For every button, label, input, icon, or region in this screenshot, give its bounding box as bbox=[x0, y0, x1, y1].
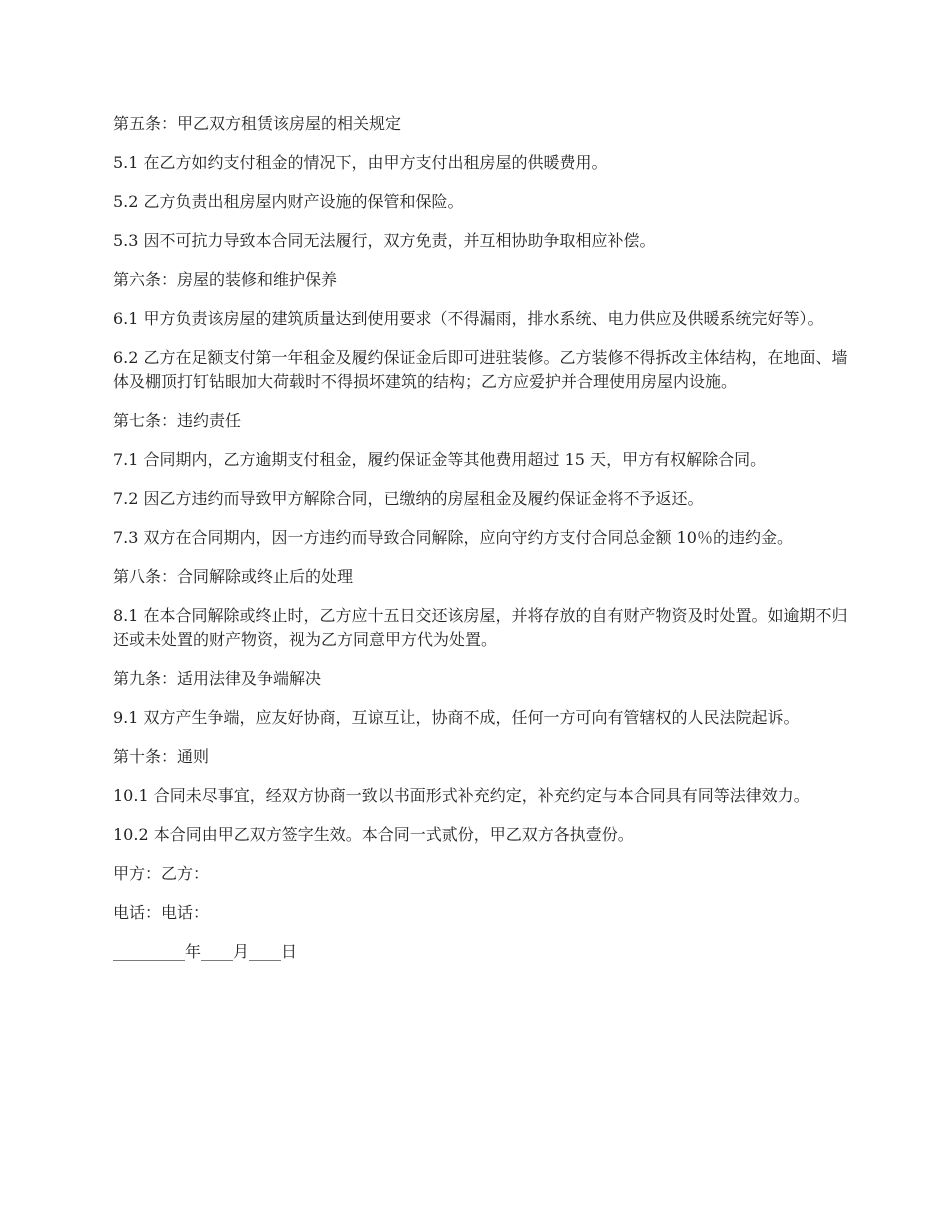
clause-5-1: 5.1 在乙方如约支付租金的情况下，由甲方支付出租房屋的供暖费用。 bbox=[113, 153, 608, 172]
article-9-heading: 第九条：适用法律及争端解决 bbox=[113, 669, 322, 688]
clause-7-2: 7.2 因乙方违约而导致甲方解除合同，已缴纳的房屋租金及履约保证金将不予返还。 bbox=[113, 489, 704, 508]
clause-10-2: 10.2 本合同由甲乙双方签字生效。本合同一式贰份，甲乙双方各执壹份。 bbox=[113, 825, 634, 844]
article-5-heading: 第五条：甲乙双方租赁该房屋的相关规定 bbox=[113, 114, 402, 133]
clause-6-1: 6.1 甲方负责该房屋的建筑质量达到使用要求（不得漏雨，排水系统、电力供应及供暖系统完好等）。 bbox=[113, 309, 824, 328]
clause-5-2: 5.2 乙方负责出租房屋内财产设施的保管和保险。 bbox=[113, 192, 464, 211]
clause-10-1: 10.1 合同未尽事宜，经双方协商一致以书面形式补充约定，补充约定与本合同具有同等法律效力。 bbox=[113, 786, 810, 805]
clause-5-3: 5.3 因不可抗力导致本合同无法履行，双方免责，并互相协助争取相应补偿。 bbox=[113, 231, 656, 250]
article-8-heading: 第八条：合同解除或终止后的处理 bbox=[113, 567, 354, 586]
clause-9-1: 9.1 双方产生争端，应友好协商，互谅互让，协商不成，任何一方可向有管辖权的人民法院起诉。 bbox=[113, 708, 800, 727]
clause-8-1: 8.1 在本合同解除或终止时，乙方应十五日交还该房屋，并将存放的自有财产物资及时处置。如逾期不归还或未处置的财产物资，视为乙方同意甲方代为处置。 bbox=[113, 606, 848, 649]
date-line: _________年____月____日 bbox=[113, 942, 298, 961]
signature-parties-line: 甲方：乙方： bbox=[113, 864, 210, 883]
contract-page bbox=[113, 112, 853, 979]
clause-7-1: 7.1 合同期内，乙方逾期支付租金，履约保证金等其他费用超过 15 天，甲方有权解除合同。 bbox=[113, 450, 767, 469]
phone-line: 电话：电话： bbox=[113, 903, 210, 922]
clause-7-3: 7.3 双方在合同期内，因一方违约而导致合同解除，应向守约方支付合同总金额 10％的违约金。 bbox=[113, 528, 793, 547]
clause-6-2: 6.2 乙方在足额支付第一年租金及履约保证金后即可进驻装修。乙方装修不得拆改主体结构，在地面、墙体及棚顶打钉钻眼加大荷载时不得损坏建筑的结构；乙方应爱护并合理使用房屋内设施。 bbox=[113, 348, 848, 391]
article-6-heading: 第六条：房屋的装修和维护保养 bbox=[113, 270, 338, 289]
article-10-heading: 第十条：通则 bbox=[113, 747, 210, 766]
article-7-heading: 第七条：违约责任 bbox=[113, 411, 242, 430]
